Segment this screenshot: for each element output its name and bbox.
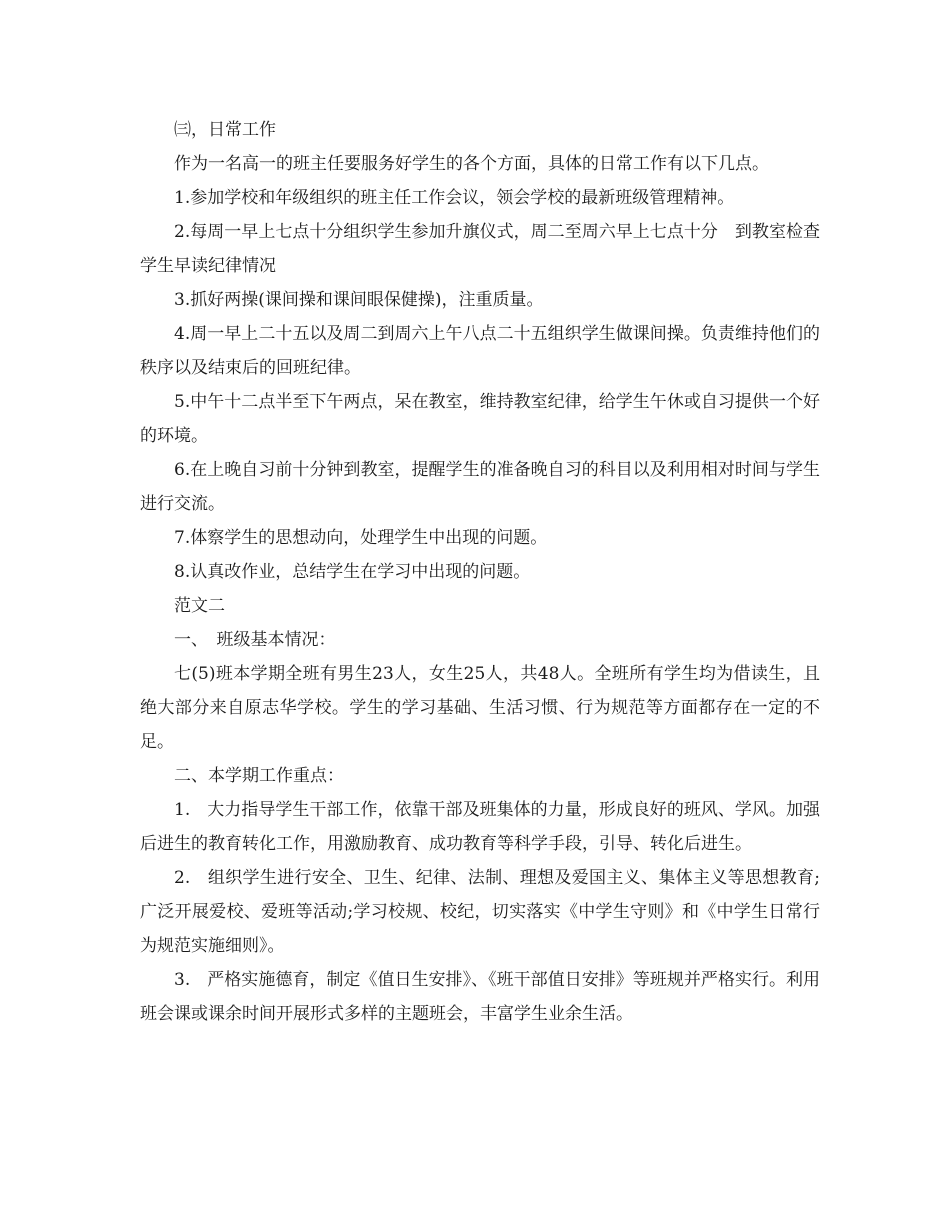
- paragraph-intro: 作为一名高一的班主任要服务好学生的各个方面，具体的日常工作有以下几点。: [174, 154, 769, 174]
- section-heading-daily-work: ㈢，日常工作: [174, 120, 276, 140]
- document-body: [140, 113, 820, 1031]
- list-item-7: 7.体察学生的思想动向，处理学生中出现的问题。: [174, 528, 548, 548]
- list-item-4: 4.周一早上二十五以及周二到周六上午八点二十五组织学生做课间操。负责维持他们的秩序以及结束后的回班纪律。: [140, 324, 820, 378]
- key-work-item-3: 3. 严格实施德育，制定《值日生安排》、《班干部值日安排》等班规并严格实行。利用班会课或课余时间开展形式多样的主题班会，丰富学生业余生活。: [140, 970, 820, 1024]
- section-heading-key-work: 二、本学期工作重点：: [174, 766, 344, 786]
- paragraph-class-info: 七(5)班本学期全班有男生23人，女生25人，共48人。全班所有学生均为借读生，且绝大部分来自原志华学校。学生的学习基础、生活习惯、行为规范等方面都存在一定的不足。: [140, 664, 820, 752]
- section-heading-class-info: 一、 班级基本情况：: [174, 630, 336, 650]
- list-item-6: 6.在上晚自习前十分钟到教室，提醒学生的准备晚自习的科目以及利用相对时间与学生进行交流。: [140, 460, 820, 514]
- list-item-5: 5.中午十二点半至下午两点，呆在教室，维持教室纪律，给学生午休或自习提供一个好的环境。: [140, 392, 820, 446]
- key-work-item-2: 2. 组织学生进行安全、卫生、纪律、法制、理想及爱国主义、集体主义等思想教育;广泛开展爱校、爱班等活动;学习校规、校纪，切实落实《中学生守则》和《中学生日常行为规范实施细则》。: [140, 868, 820, 956]
- list-item-1: 1.参加学校和年级组织的班主任工作会议，领会学校的最新班级管理精神。: [174, 188, 735, 208]
- list-item-8: 8.认真改作业，总结学生在学习中出现的问题。: [174, 562, 531, 582]
- section-heading-sample-two: 范文二: [174, 596, 225, 616]
- key-work-item-1: 1. 大力指导学生干部工作，依靠干部及班集体的力量，形成良好的班风、学风。加强后进生的教育转化工作，用激励教育、成功教育等科学手段，引导、转化后进生。: [140, 800, 820, 854]
- list-item-2: 2.每周一早上七点十分组织学生参加升旗仪式，周二至周六早上七点十分 到教室检查学生早读纪律情况: [140, 222, 820, 276]
- list-item-3: 3.抓好两操(课间操和课间眼保健操)，注重质量。: [174, 290, 544, 310]
